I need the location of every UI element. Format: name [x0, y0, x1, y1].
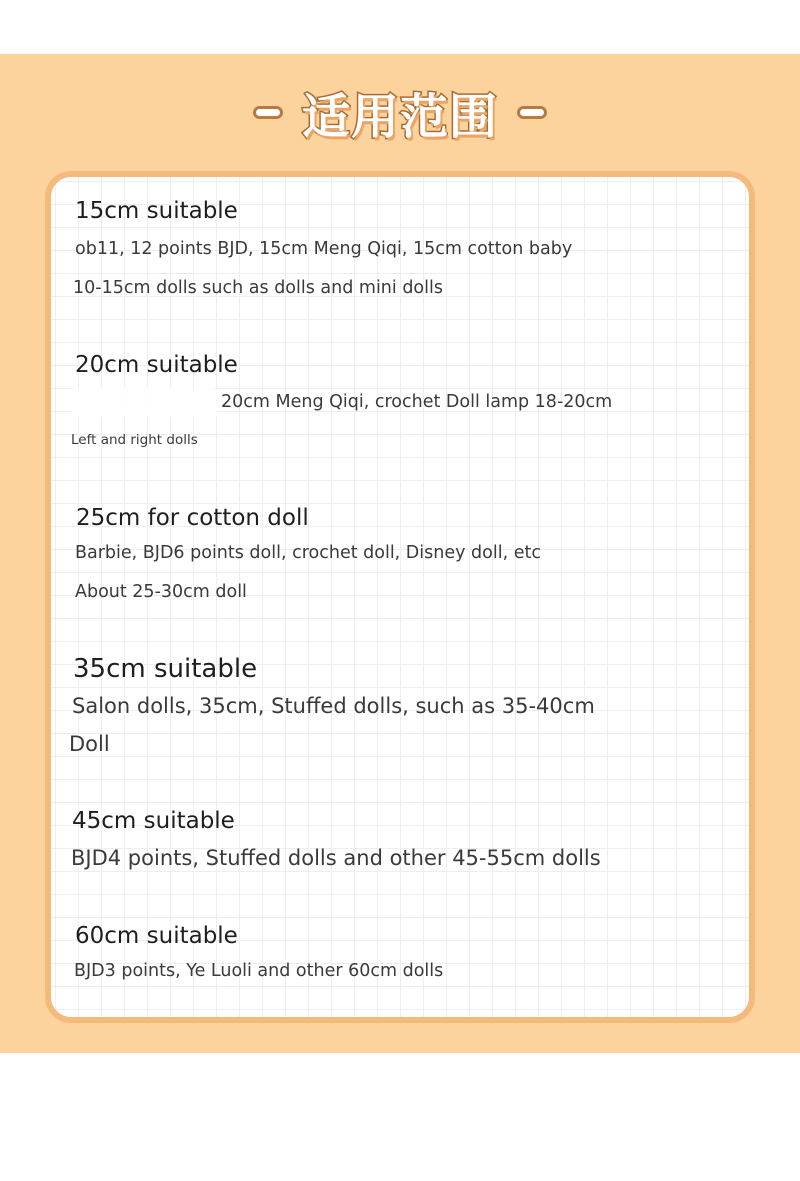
section-line: 10-15cm dolls such as dolls and mini dolls — [73, 278, 443, 298]
section-heading-45cm: 45cm suitable — [72, 808, 235, 834]
section-line: ob11, 12 points BJD, 15cm Meng Qiqi, 15cm cotton baby — [75, 239, 573, 259]
section-line: Barbie, BJD6 points doll, crochet doll, Disney doll, etc — [75, 543, 541, 563]
section-line: Salon dolls, 35cm, Stuffed dolls, such as 35-40cm — [72, 694, 595, 718]
title-dash-left — [256, 109, 280, 116]
section-line: Left and right dolls — [71, 432, 198, 448]
section-line: BJD3 points, Ye Luoli and other 60cm dolls — [74, 961, 444, 981]
section-heading-25cm: 25cm for cotton doll — [76, 505, 309, 531]
title-dash-right — [520, 109, 544, 116]
section-heading-60cm: 60cm suitable — [75, 923, 238, 949]
section-line: About 25-30cm doll — [75, 582, 247, 602]
section-heading-35cm: 35cm suitable — [73, 654, 258, 684]
section-line: 20cm Meng Qiqi, crochet Doll lamp 18-20cm — [221, 392, 613, 412]
page-title: 适用范围 — [301, 88, 498, 145]
section-heading-15cm: 15cm suitable — [75, 198, 238, 224]
section-line: BJD4 points, Stuffed dolls and other 45-55cm dolls — [71, 846, 601, 870]
section-line: Doll — [69, 732, 110, 756]
title-bar — [0, 72, 800, 152]
blurred-text-area — [70, 388, 218, 418]
section-heading-20cm: 20cm suitable — [75, 352, 238, 378]
